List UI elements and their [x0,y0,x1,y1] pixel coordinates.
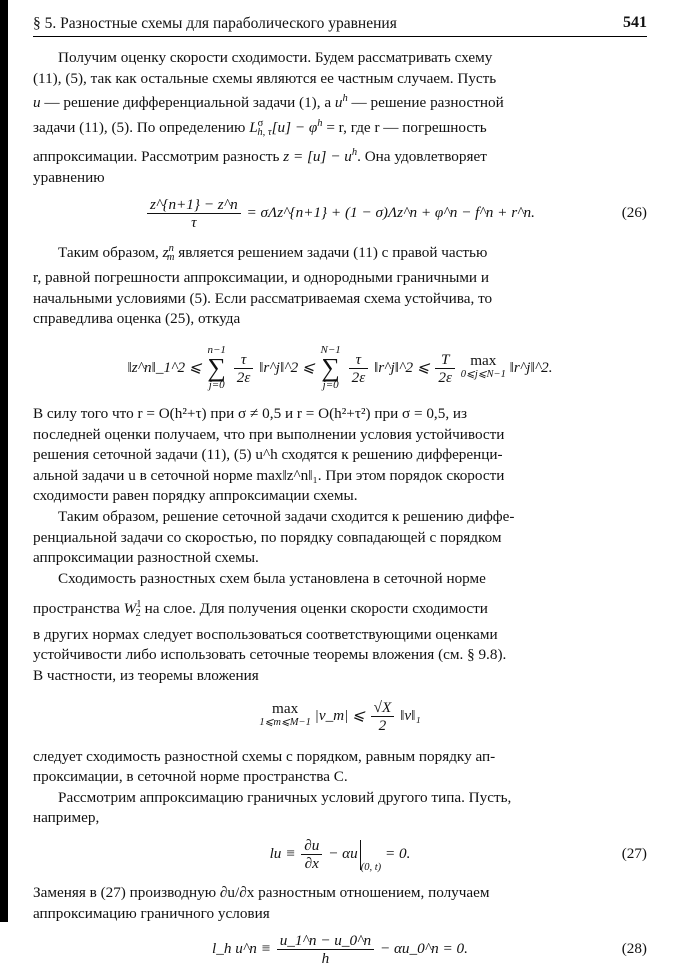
text-line: например, [33,809,100,827]
sum-operator: n−1 ∑ j=0 [207,344,226,392]
text-line: Сходимость разностных схем была установлена в сеточной норме [58,569,486,587]
text-line: Заменяя в (27) производную ∂u/∂x разностным отношением, получаем [33,884,490,902]
text-line: в других нормах следует воспользоваться соответствующими оценками [33,625,498,643]
paragraph-replacement [33,883,647,924]
page-number: 541 [623,14,647,31]
text-line: устойчивости либо использовать сеточные теоремы вложения (см. § 9.8). [33,646,507,664]
equation-28: l_h u^n ≡ $\frac{u\_1\^{}n - u\_0\^{}n}{h}$ − αu_0^n = 0. (28) [212,932,647,968]
page-binding-edge [0,0,8,922]
equation-sum-estimate: ‖z^n‖_1^2 ⩽ n−1 ∑ j=0 $\frac{\tau}{2\varepsilon}$ ‖r^j‖^2 ⩽ N−1 ∑ j=0 $\frac{\tau}{2\varepsilon}$ ‖r^j‖^2 ⩽ $\frac{T}{2\varepsilon}$ max 0⩽j⩽N−1 ‖r^j‖^2. [127,344,553,392]
paragraph-solution-estimate [33,239,647,330]
text-line: уравнению [33,168,105,186]
text-line: пространства $W^1_2$ на слое. Для получения оценки скорости сходимости [33,599,488,620]
paragraph-norms [33,569,647,687]
equation-number: (26) [621,203,647,221]
text-line: альной задачи u в сеточной норме max‖z^n‖₁. При этом порядок скорости [33,466,505,484]
text-line: справедлива оценка (25), откуда [33,310,241,328]
text-line: Таким образом, $z^n_m$ является решением задачи (11) с правой частью [58,242,488,263]
text-line: Получим оценку скорости сходимости. Будем рассматривать схему [58,49,493,66]
sum-operator: N−1 ∑ j=0 [320,344,341,392]
text-line: r, равной погрешности аппроксимации, и однородными граничными и [33,269,489,287]
text-line: В силу того что r = O(h²+τ) при σ ≠ 0,5 и r = O(h²+τ²) при σ = 0,5, из [33,404,468,422]
text-line: проксимации, в сеточной норме пространства C. [33,768,348,786]
equation-embedding: max 1⩽m⩽M−1 |v_m| ⩽ $\frac{√X}{2}$ ‖v‖₁ [259,698,421,734]
paragraph-c-norm [33,747,647,788]
text-line: аппроксимацию граничного условия [33,904,270,922]
equation-rhs: = σΛz^{n+1} + (1 − σ)Λz^n + φ^n − f^n + r^n. [246,203,535,221]
equation-26 [33,191,647,235]
paragraph-order-convergence [33,404,647,507]
paragraph-convergence-intro [33,48,647,189]
max-operator: max 1⩽m⩽M−1 [259,700,311,729]
text-line: В частности, из теоремы вложения [33,667,259,685]
text-line: задачи (11), (5). По определению $L^\sigma_{h, \tau}[u] - \varphi^h = r$, где r — погрешность [33,117,487,138]
max-operator: max 0⩽j⩽N−1 [460,352,506,381]
text-line: Рассмотрим аппроксимацию граничных условий другого типа. Пусть, [58,788,512,806]
text-line: сходимости равен порядку аппроксимации схемы. [33,487,358,505]
equation-fraction: $\frac{z\^{}\{n+1\} - z\^{}n}{\tau}$ [147,196,241,231]
text-line: u — решение дифференциальной задачи (1), а $u^h$ — решение разностной [33,93,504,112]
equation-number: (28) [621,940,647,958]
text-line: ренциальной задачи со скоростью, по порядку совпадающей с порядком [33,528,502,546]
section-title: § 5. Разностные схемы для параболического уравнения [33,15,397,32]
equation-number: (27) [621,845,647,863]
text-line: начальными условиями (5). Если рассматриваемая схема устойчива, то [33,289,493,307]
text-line: решения сеточной задачи (11), (5) u^h сходятся к решению дифференци- [33,446,503,464]
text-line: аппроксимации. Рассмотрим разность $z = [u] - u^h$. Она удовлетворяет [33,147,487,166]
text-line: (11), (5), так как остальные схемы являются ее частным случаем. Пусть [33,69,497,87]
text-line: Таким образом, решение сеточной задачи сходится к решению диффе- [58,507,515,525]
paragraph-boundary [33,788,647,829]
text-line: аппроксимации разностной схемы. [33,549,259,567]
book-page [33,14,647,974]
text-line: следует сходимость разностной схемы с порядком, равным порядку ап- [33,747,496,765]
text-line: последней оценки получаем, что при выполнении условия устойчивости [33,425,505,443]
equation-27: lu ≡ $\frac{\partial u}{\partial x}$ − $\alpha u_{(0, t)} = 0$. (27) [269,837,647,874]
paragraph-conclusion [33,507,647,569]
running-header [33,14,647,37]
